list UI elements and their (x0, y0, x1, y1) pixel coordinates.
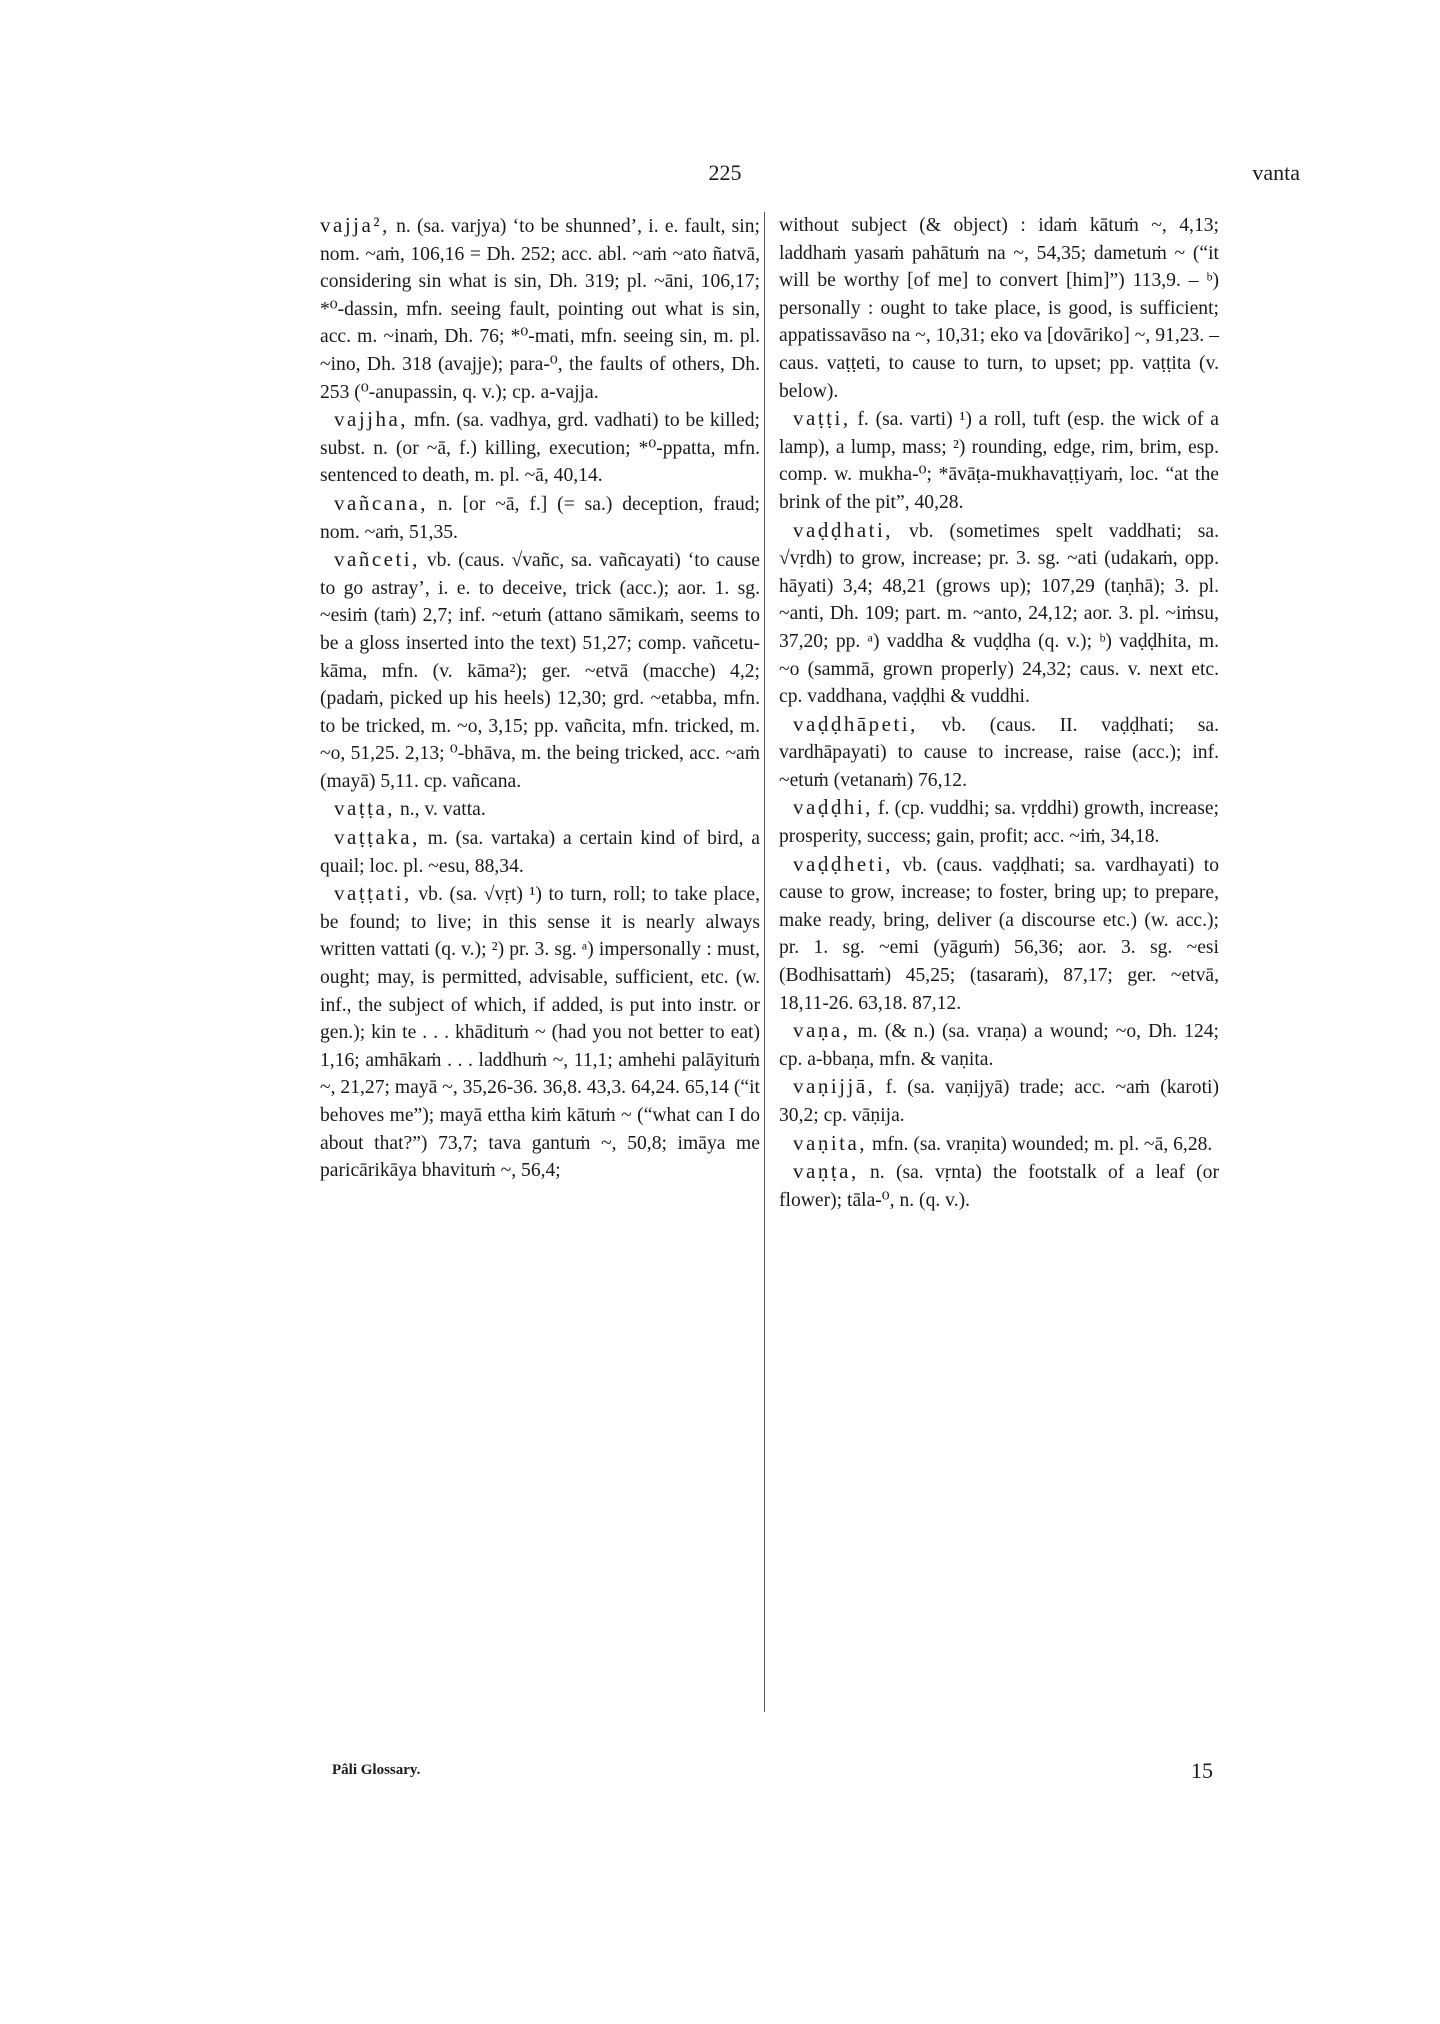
entry-definition: n. (sa. varjya) ‘to be shunned’, i. e. fault, sin; nom. ~aṁ, 106,16 = Dh. 252; acc. abl. ~aṁ ~ato ñatvā, considering sin what is sin, Dh. 319; pl. ~āni, 106,17; *⁰-dassin, mfn. seeing fault, pointing out what is sin, acc. m. ~inaṁ, Dh. 76; *⁰-mati, mfn. seeing sin, m. pl. ~ino, Dh. 318 (avajje); para-⁰, the faults of others, Dh. 253 (⁰-anupassin, q. v.); cp. a-vajja. (320, 216, 760, 403)
entry-headword: vaḍḍhi, (793, 795, 873, 820)
entry-definition: vb. (sometimes spelt vaddhati; sa. √vṛdh) to grow, increase; pr. 3. sg. ~ati (udakaṁ, opp. hāyati) 3,4; 48,21 (grows up); 107,29 (taṇhā); 3. pl. ~anti, Dh. 109; part. m. ~anto, 24,12; aor. 3. pl. ~iṁsu, 37,20; pp. ᵃ) vaddha & vuḍḍha (q. v.); ᵇ) vaḍḍhita, m. ~o (sammā, grown properly) 24,32; caus. v. next etc. cp. vaddhana, vaḍḍhi & vuddhi. (779, 520, 1219, 708)
entry-definition: f. (cp. vuddhi; sa. vṛddhi) growth, increase; prosperity, success; gain, profit; acc. ~iṁ, 34,18. (779, 798, 1219, 848)
entry-headword: vaḍḍhati, (793, 517, 894, 542)
page-number: 225 (708, 160, 742, 185)
running-head: vanta (1252, 160, 1300, 185)
dictionary-entry (320, 880, 760, 1185)
entry-headword: vañcana, (334, 490, 429, 515)
entry-headword: vajja², (320, 213, 390, 237)
dictionary-entry (779, 517, 1219, 711)
entry-headword: vaḍḍhāpeti, (793, 711, 918, 736)
dictionary-entry (779, 212, 1219, 405)
entry-headword: vaṇita, (793, 1130, 868, 1155)
dictionary-entry (320, 546, 760, 795)
dictionary-entry (779, 405, 1219, 516)
dictionary-entry (320, 490, 760, 546)
entry-definition: f. (sa. vaṇijyā) trade; acc. ~aṁ (karoti) 30,2; cp. vāṇija. (779, 1077, 1219, 1126)
dictionary-entry (320, 824, 760, 880)
dictionary-entry (779, 1158, 1219, 1214)
footer-title: Pâli Glossary. (332, 1762, 421, 1778)
entry-definition: mfn. (sa. vadhya, grd. vadhati) to be killed; subst. n. (or ~ā, f.) killing, execution; *⁰-ppatta, mfn. sentenced to death, m. pl. ~ā, 40,14. (320, 410, 760, 487)
dictionary-entry (779, 851, 1219, 1018)
entry-definition: n., v. vatta. (395, 799, 486, 821)
dictionary-entry (779, 1130, 1219, 1159)
entry-definition: vb. (caus. II. vaḍḍhati; sa. vardhāpayati) to cause to increase, raise (acc.); inf. ~etuṁ (vetanaṁ) 76,12. (779, 714, 1219, 791)
dictionary-entry (779, 794, 1219, 850)
dictionary-entry (320, 795, 760, 824)
entry-headword: vañceti, (334, 547, 420, 572)
entry-headword: vaḍḍheti, (793, 851, 894, 876)
entry-headword: vaṭṭaka, (334, 825, 420, 850)
entry-definition: without subject (& object) : idaṁ kātuṁ ~, 4,13; laddhaṁ yasaṁ pahātuṁ na ~, 54,35; dametuṁ ~ (“it will be worthy [of me] to convert [him]”) 113,9. – ᵇ) personally : ought to take place, is good, is sufficient; appatissavāso na ~, 10,31; eko va [dovāriko] ~, 91,23. – caus. vaṭṭeti, to cause to turn, to upset; pp. vaṭṭita (v. below). (779, 215, 1219, 402)
entry-definition: f. (sa. varti) ¹) a roll, tuft (esp. the wick of a lamp), a lump, mass; ²) rounding, edge, rim, brim, esp. comp. w. mukha-⁰; *āvāṭa-mukhavaṭṭiyaṁ, loc. “at the brink of the pit”, 40,28. (779, 409, 1219, 513)
entry-headword: vaṇa, (793, 1018, 851, 1043)
entry-definition: vb. (caus. √vañc, sa. vañcayati) ‘to cause to go astray’, i. e. to deceive, trick (acc.); aor. 1. sg. ~esiṁ (taṁ) 2,7; inf. ~etuṁ (attano sāmikaṁ, seems to be a gloss inserted into the text) 51,27; comp. vañcetu-kāma, mfn. (v. kāma²); ger. ~etvā (macche) 4,2; (padaṁ, picked up his heels) 12,30; grd. ~etabba, mfn. to be tricked, m. ~o, 3,15; pp. vañcita, mfn. tricked, m. ~o, 51,25. 2,13; ⁰-bhāva, m. the being tricked, acc. ~aṁ (mayā) 5,11. cp. vañcana. (320, 550, 760, 792)
entry-headword: vaṭṭati, (334, 881, 412, 906)
entry-definition: m. (sa. vartaka) a certain kind of bird, a quail; loc. pl. ~esu, 88,34. (320, 828, 760, 877)
entry-definition: vb. (sa. √vṛt) ¹) to turn, roll; to take place, be found; to live; in this sense it is nearly always written vattati (q. v.); ²) pr. 3. sg. ᵃ) impersonally : must, ought; may, is permitted, advisable, sufficient, etc. (w. inf., the subject of which, if added, is put into instr. or gen.); kin te . . . khādituṁ ~ (had you not better to eat) 1,16; amhākaṁ . . . laddhuṁ ~, 11,1; amhehi palāyituṁ ~, 21,27; mayā ~, 35,26-36. 36,8. 43,3. 64,24. 65,14 (“it behoves me”); mayā ettha kiṁ kātuṁ ~ (“what can I do about that?”) 73,7; tava gantuṁ ~, 50,8; imāya me paricārikāya bhavituṁ ~, 56,4; (320, 884, 760, 1182)
entry-headword: vaṇṭa, (793, 1159, 859, 1184)
dictionary-entry (779, 1073, 1219, 1129)
entry-definition: n. (sa. vṛnta) the footstalk of a leaf (or flower); tāla-⁰, n. (q. v.). (779, 1162, 1219, 1211)
entry-headword: vaṇijjā, (793, 1074, 876, 1099)
dictionary-entry (320, 212, 760, 406)
dictionary-entry (320, 406, 760, 490)
right-column (779, 212, 1219, 1214)
dictionary-entry (779, 711, 1219, 795)
column-divider (764, 212, 765, 1712)
footer-signature: 15 (1191, 1758, 1213, 1783)
entry-definition: vb. (caus. vaḍḍhati; sa. vardhayati) to cause to grow, increase; to foster, bring up; to prepare, make ready, bring, deliver (a discourse etc.) (w. acc.); pr. 1. sg. ~emi (yāguṁ) 56,36; aor. 3. sg. ~esi (Bodhisattaṁ) 45,25; (tasaraṁ), 87,17; ger. ~etvā, 18,11-26. 63,18. 87,12. (779, 854, 1219, 1014)
entry-definition: n. [or ~ā, f.] (= sa.) deception, fraud; nom. ~aṁ, 51,35. (320, 493, 760, 543)
entry-definition: mfn. (sa. vraṇita) wounded; m. pl. ~ā, 6,28. (867, 1133, 1213, 1155)
entry-definition: m. (& n.) (sa. vraṇa) a wound; ~o, Dh. 124; cp. a-bbaṇa, mfn. & vaṇita. (779, 1021, 1219, 1070)
entry-headword: vaṭṭa, (334, 796, 396, 821)
dictionary-entry (779, 1017, 1219, 1073)
left-column (320, 212, 760, 1185)
entry-headword: vaṭṭi, (793, 406, 851, 431)
entry-headword: vajjha, (334, 407, 409, 432)
